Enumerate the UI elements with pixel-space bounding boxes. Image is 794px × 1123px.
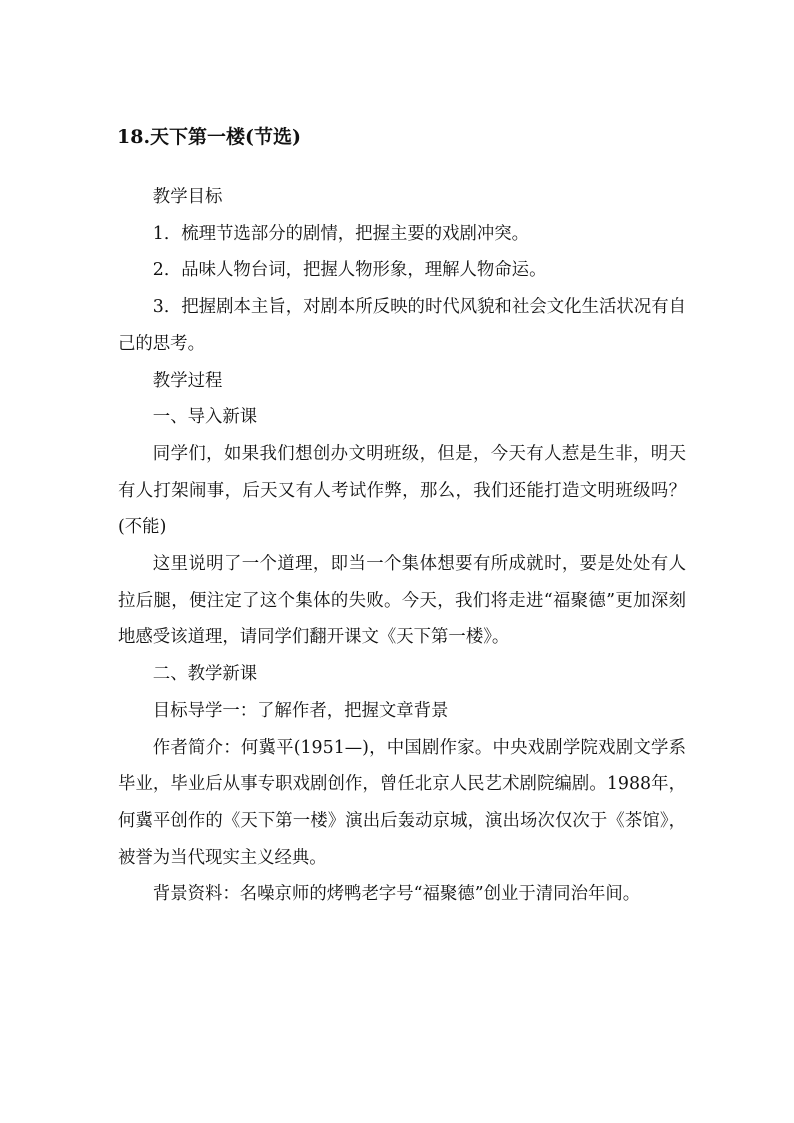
paragraph-goal-guide-1: 目标导学一：了解作者，把握文章背景 [152,700,449,721]
paragraph-section-intro-heading: 一、导入新课 [152,407,258,428]
paragraph-teaching-process-heading: 教学过程 [152,370,223,391]
paragraph-goal-1: 1．梳理节选部分的剧情，把握主要的戏剧冲突。 [152,223,530,244]
paragraph-goal-3: 3．把握剧本主旨，对剧本所反映的时代风貌和社会文化生活状况有自己的思考。 [118,297,686,354]
paragraph-intro-question: 同学们，如果我们想创办文明班级，但是，今天有人惹是生非，明天有人打架闹事，后天又有人考试作弊，那么，我们还能打造文明班级吗？(不能) [118,443,686,538]
document-title: 18.天下第一楼(节选) [117,126,302,148]
paragraph-goal-2: 2．品味人物台词，把握人物形象，理解人物命运。 [152,260,547,281]
document-body [118,179,686,913]
paragraph-author-intro: 作者简介：何冀平(1951—)，中国剧作家。中央戏剧学院戏剧文学系毕业，毕业后从事专职戏剧创作，曾任北京人民艺术剧院编剧。1988年，何冀平创作的《天下第一楼》演出后轰动京城，演出场次仅次于《茶馆》，被誉为当代现实主义经典。 [118,737,686,868]
paragraph-teaching-goals-heading: 教学目标 [152,187,223,207]
paragraph-intro-explanation: 这里说明了一个道理，即当一个集体想要有所成就时，要是处处有人拉后腿，便注定了这个集体的失败。今天，我们将走进“福聚德”更加深刻地感受该道理，请同学们翻开课文《天下第一楼》。 [118,554,686,648]
paragraph-section-new-lesson-heading: 二、教学新课 [152,664,258,685]
paragraph-background-info: 背景资料：名噪京师的烤鸭老字号“福聚德”创业于清同治年间。 [152,884,641,905]
